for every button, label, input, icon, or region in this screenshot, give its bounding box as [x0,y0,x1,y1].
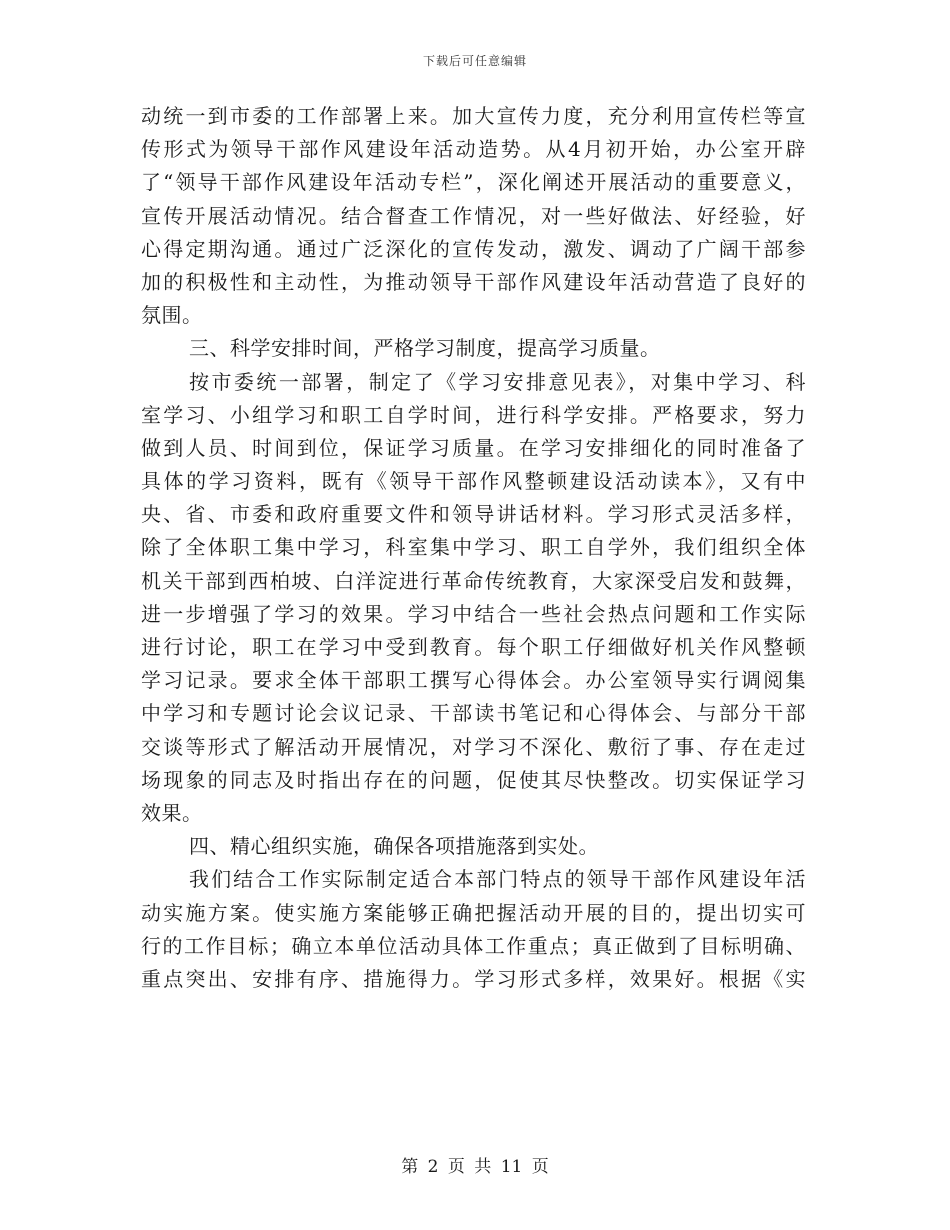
text-line: 加的积极性和主动性，为推动领导干部作风建设年活动营造了良好的 [141,269,806,294]
text-line: 效果。 [141,800,203,825]
text-line: 交谈等形式了解活动开展情况，对学习不深化、敷衍了事、存在走过 [141,734,806,759]
text-line: 进行讨论，职工在学习中受到教育。每个职工仔细做好机关作风整顿 [141,635,806,659]
text-line: 传形式为领导干部作风建设年活动造势。从4月初开始，办公室开辟 [141,137,806,162]
text-line: 场现象的同志及时指出存在的问题，促使其尽快整改。切实保证学习 [141,767,806,792]
section-heading: 四、精心组织实施，确保各项措施落到实处。 [189,834,599,859]
text-line: 央、省、市委和政府重要文件和领导讲话材料。学习形式灵活多样， [141,502,806,527]
text-line: 了“领导干部作风建设年活动专栏”，深化阐述开展活动的重要意义， [141,170,806,195]
page-footer [0,1152,950,1177]
text-line: 动统一到市委的工作部署上来。加大宣传力度，充分利用宣传栏等宣 [141,104,806,128]
footer-prefix: 第 [401,1157,419,1177]
footer-middle: 页 共 [447,1157,492,1177]
text-line: 行的工作目标；确立本单位活动具体工作重点；真正做到了目标明确、 [141,933,806,958]
text-line: 我们结合工作实际制定适合本部门特点的领导干部作风建设年活 [189,867,806,892]
footer-page-number: 2 [427,1157,439,1177]
text-line: 具体的学习资料，既有《领导干部作风整顿建设活动读本》，又有中 [141,469,806,494]
text-line: 机关干部到西柏坡、白洋淀进行革命传统教育，大家深受启发和鼓舞， [141,568,806,593]
text-line: 中学习和专题讨论会议记录、干部读书笔记和心得体会、与部分干部 [141,701,806,726]
text-line: 氛围。 [141,303,203,328]
text-line: 按市委统一部署，制定了《学习安排意见表》，对集中学习、科 [189,369,806,394]
text-line: 做到人员、时间到位，保证学习质量。在学习安排细化的同时准备了 [141,435,806,460]
text-line: 进一步增强了学习的效果。学习中结合一些社会热点问题和工作实际 [141,601,806,626]
text-line: 宣传开展活动情况。结合督查工作情况，对一些好做法、好经验，好 [141,203,806,228]
document-body [141,100,806,996]
text-line: 重点突出、安排有序、措施得力。学习形式多样，效果好。根据《实 [141,966,806,991]
text-line: 心得定期沟通。通过广泛深化的宣传发动，激发、调动了广阔干部参 [141,236,806,261]
text-line: 除了全体职工集中学习，科室集中学习、职工自学外，我们组织全体 [141,535,806,560]
footer-suffix: 页 [531,1157,549,1177]
text-line: 室学习、小组学习和职工自学时间，进行科学安排。严格要求，努力 [141,402,806,427]
page-header: 下载后可任意编辑 [422,54,527,68]
text-line: 学习记录。要求全体干部职工撰写心得体会。办公室领导实行调阅集 [141,668,806,693]
footer-total-pages: 11 [500,1157,523,1177]
text-line: 动实施方案。使实施方案能够正确把握活动开展的目的，提出切实可 [141,900,806,925]
section-heading: 三、科学安排时间，严格学习制度，提高学习质量。 [189,336,661,361]
